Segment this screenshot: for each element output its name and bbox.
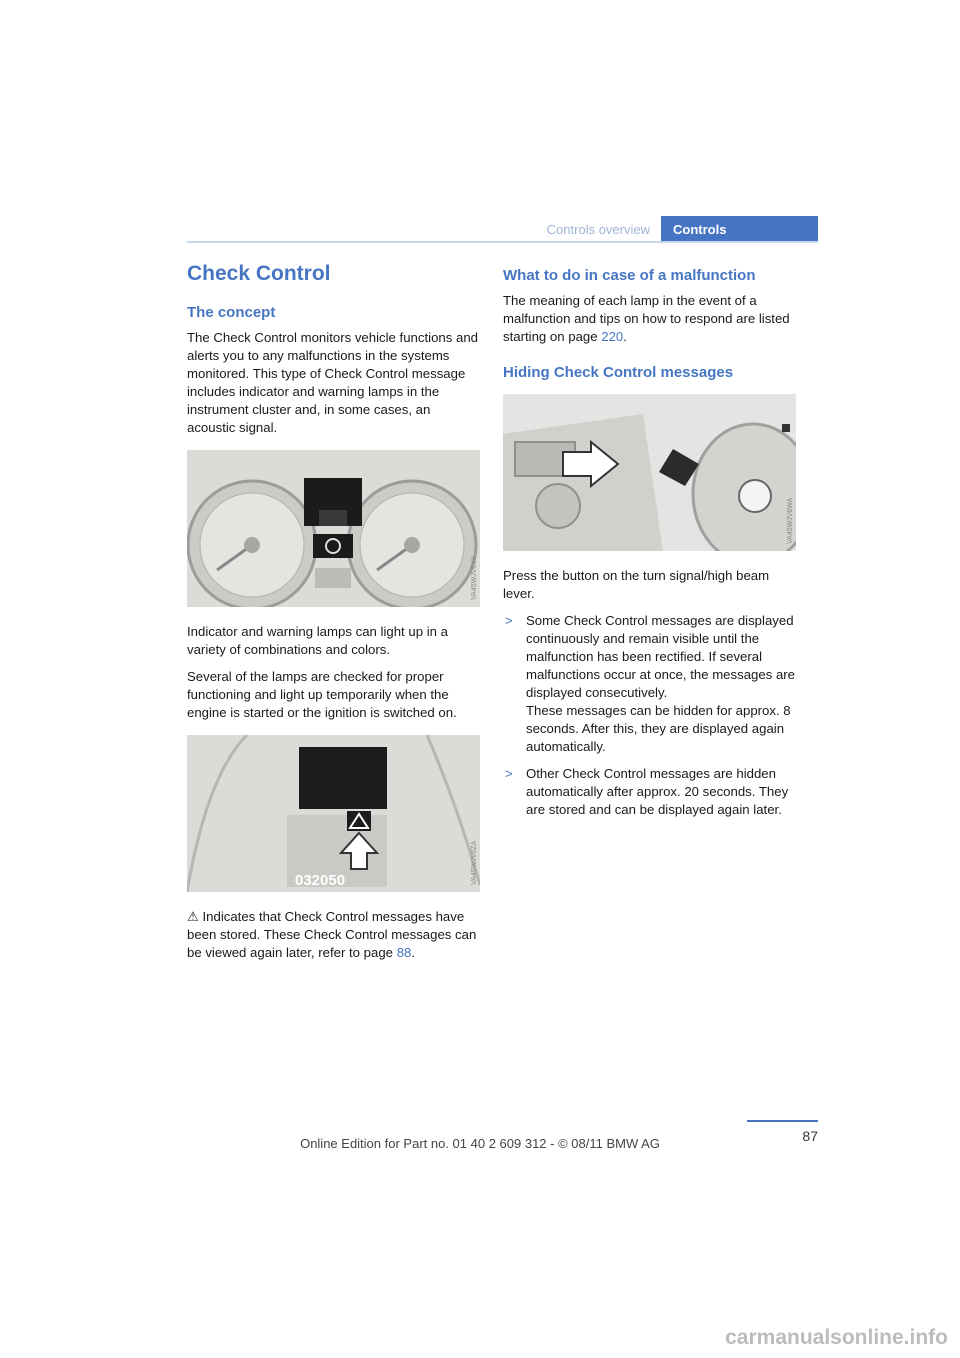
instrument-cluster-figure: [187, 450, 480, 607]
figure-code-2: VA45WJV6ZA: [471, 840, 478, 885]
left-column: [187, 262, 480, 971]
odometer-value: 032050: [295, 872, 346, 889]
bullet-continuous-messages: > Some Check Control messages are displayed continuously and remain visible until the malfunction has been rectified. If several malfunctions occur at once, the messages are displayed consecutively. These messages can be hidden for approx. 8 seconds. After this, they are displayed again automatically.: [505, 613, 796, 754]
edition-footer: Online Edition for Part no. 01 40 2 609 312 - © 08/11 BMW AG: [300, 1136, 660, 1151]
stored-messages-paragraph: ⚠ Indicates that Check Control messages have been stored. These Check Control messages can be viewed again later, refer to page 88.: [187, 909, 477, 960]
right-column: [503, 262, 796, 828]
turn-signal-lever-figure: [503, 394, 796, 551]
warning-icon: ⚠: [187, 909, 199, 924]
page-link-88[interactable]: 88: [396, 945, 412, 960]
concept-heading: The concept: [187, 304, 276, 321]
concept-paragraph: The Check Control monitors vehicle functions and alerts you to any malfunctions in the systems monitored. This type of Check Control message includes indicator and warning lamps in the instrument cluster and, in some cases, an acoustic signal.: [187, 330, 479, 435]
hiding-heading: Hiding Check Control messages: [503, 364, 734, 381]
bullet-marker: >: [505, 766, 513, 781]
lamps-paragraph: Indicator and warning lamps can light up in a variety of combinations and colors.: [187, 624, 448, 657]
press-button-paragraph: Press the button on the turn signal/high beam lever.: [503, 568, 770, 601]
bullet-auto-hidden-messages: > Other Check Control messages are hidden automatically after approx. 20 seconds. They are stored and can be displayed again later.: [505, 766, 789, 817]
page-title: Check Control: [187, 262, 331, 285]
header-rule: [187, 241, 818, 243]
malfunction-paragraph: The meaning of each lamp in the event of a malfunction and tips on how to respond are listed starting on page 220.: [503, 293, 790, 344]
figure-code-1: VA45WJV6YA: [471, 555, 478, 600]
footer-rule: [747, 1120, 818, 1122]
header-section-title: Controls overview: [546, 222, 650, 237]
check-control-indicator-figure: [187, 735, 480, 892]
malfunction-heading: What to do in case of a malfunction: [503, 267, 756, 284]
check-paragraph: Several of the lamps are checked for proper functioning and light up temporarily when the engine is started or the ignition is switched on.: [187, 669, 457, 720]
page-link-220[interactable]: 220: [601, 329, 624, 344]
header-chapter-tab: Controls: [661, 216, 818, 243]
bullet-marker: >: [505, 613, 513, 628]
figure-code-3: VA45WJV6WA: [787, 497, 794, 544]
watermark: carmanualsonline.info: [725, 1326, 948, 1349]
page-number: 87: [802, 1128, 818, 1144]
